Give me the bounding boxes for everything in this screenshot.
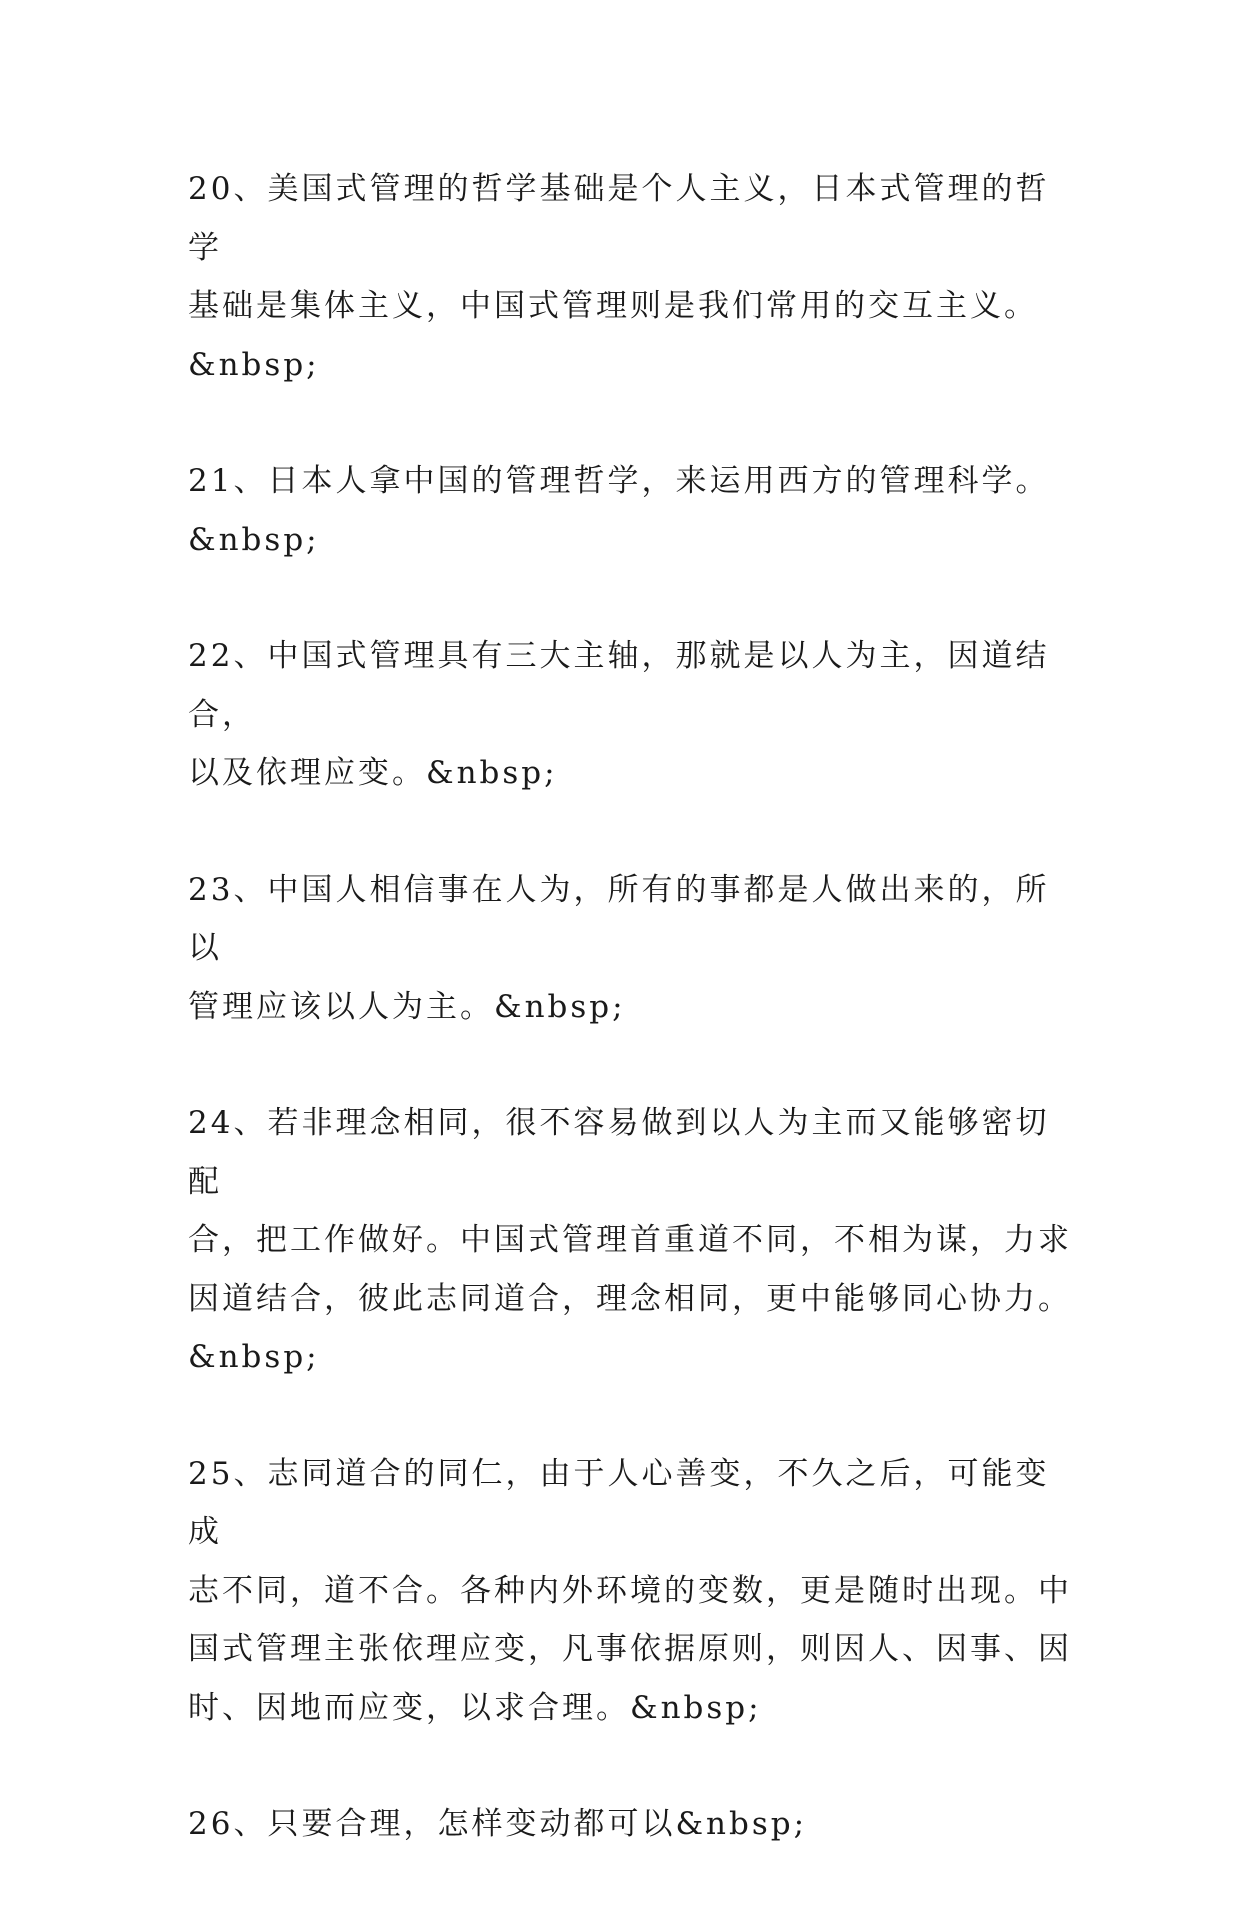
paragraph-21: 21、日本人拿中国的管理哲学，来运用西方的管理科学。 &nbsp; (188, 463, 1050, 558)
paragraph-24: 24、若非理念相同，很不容易做到以人为主而又能够密切配 合，把工作做好。中国式管理首重道不同，不相为谋，力求 因道结合，彼此志同道合，理念相同，更中能够同心协力。 &nbsp; (188, 1105, 1072, 1375)
document-page (188, 160, 1073, 1912)
paragraph-23: 23、中国人相信事在人为，所有的事都是人做出来的，所以 管理应该以人为主。&nbsp; (188, 871, 1050, 1025)
paragraph-26: 26、只要合理，怎样变动都可以&nbsp; (188, 1806, 808, 1842)
paragraph-25: 25、志同道合的同仁，由于人心善变，不久之后，可能变成 志不同，道不合。各种内外环境的变数，更是随时出现。中 国式管理主张依理应变，凡事依据原则，则因人、因事、因 时、因地而应变，以求合理。&nbsp; (188, 1455, 1072, 1726)
paragraph-20: 20、美国式管理的哲学基础是个人主义，日本式管理的哲学 基础是集体主义，中国式管理则是我们常用的交互主义。 &nbsp; (188, 171, 1050, 383)
paragraph-22: 22、中国式管理具有三大主轴，那就是以人为主，因道结合， 以及依理应变。&nbsp; (188, 638, 1050, 791)
